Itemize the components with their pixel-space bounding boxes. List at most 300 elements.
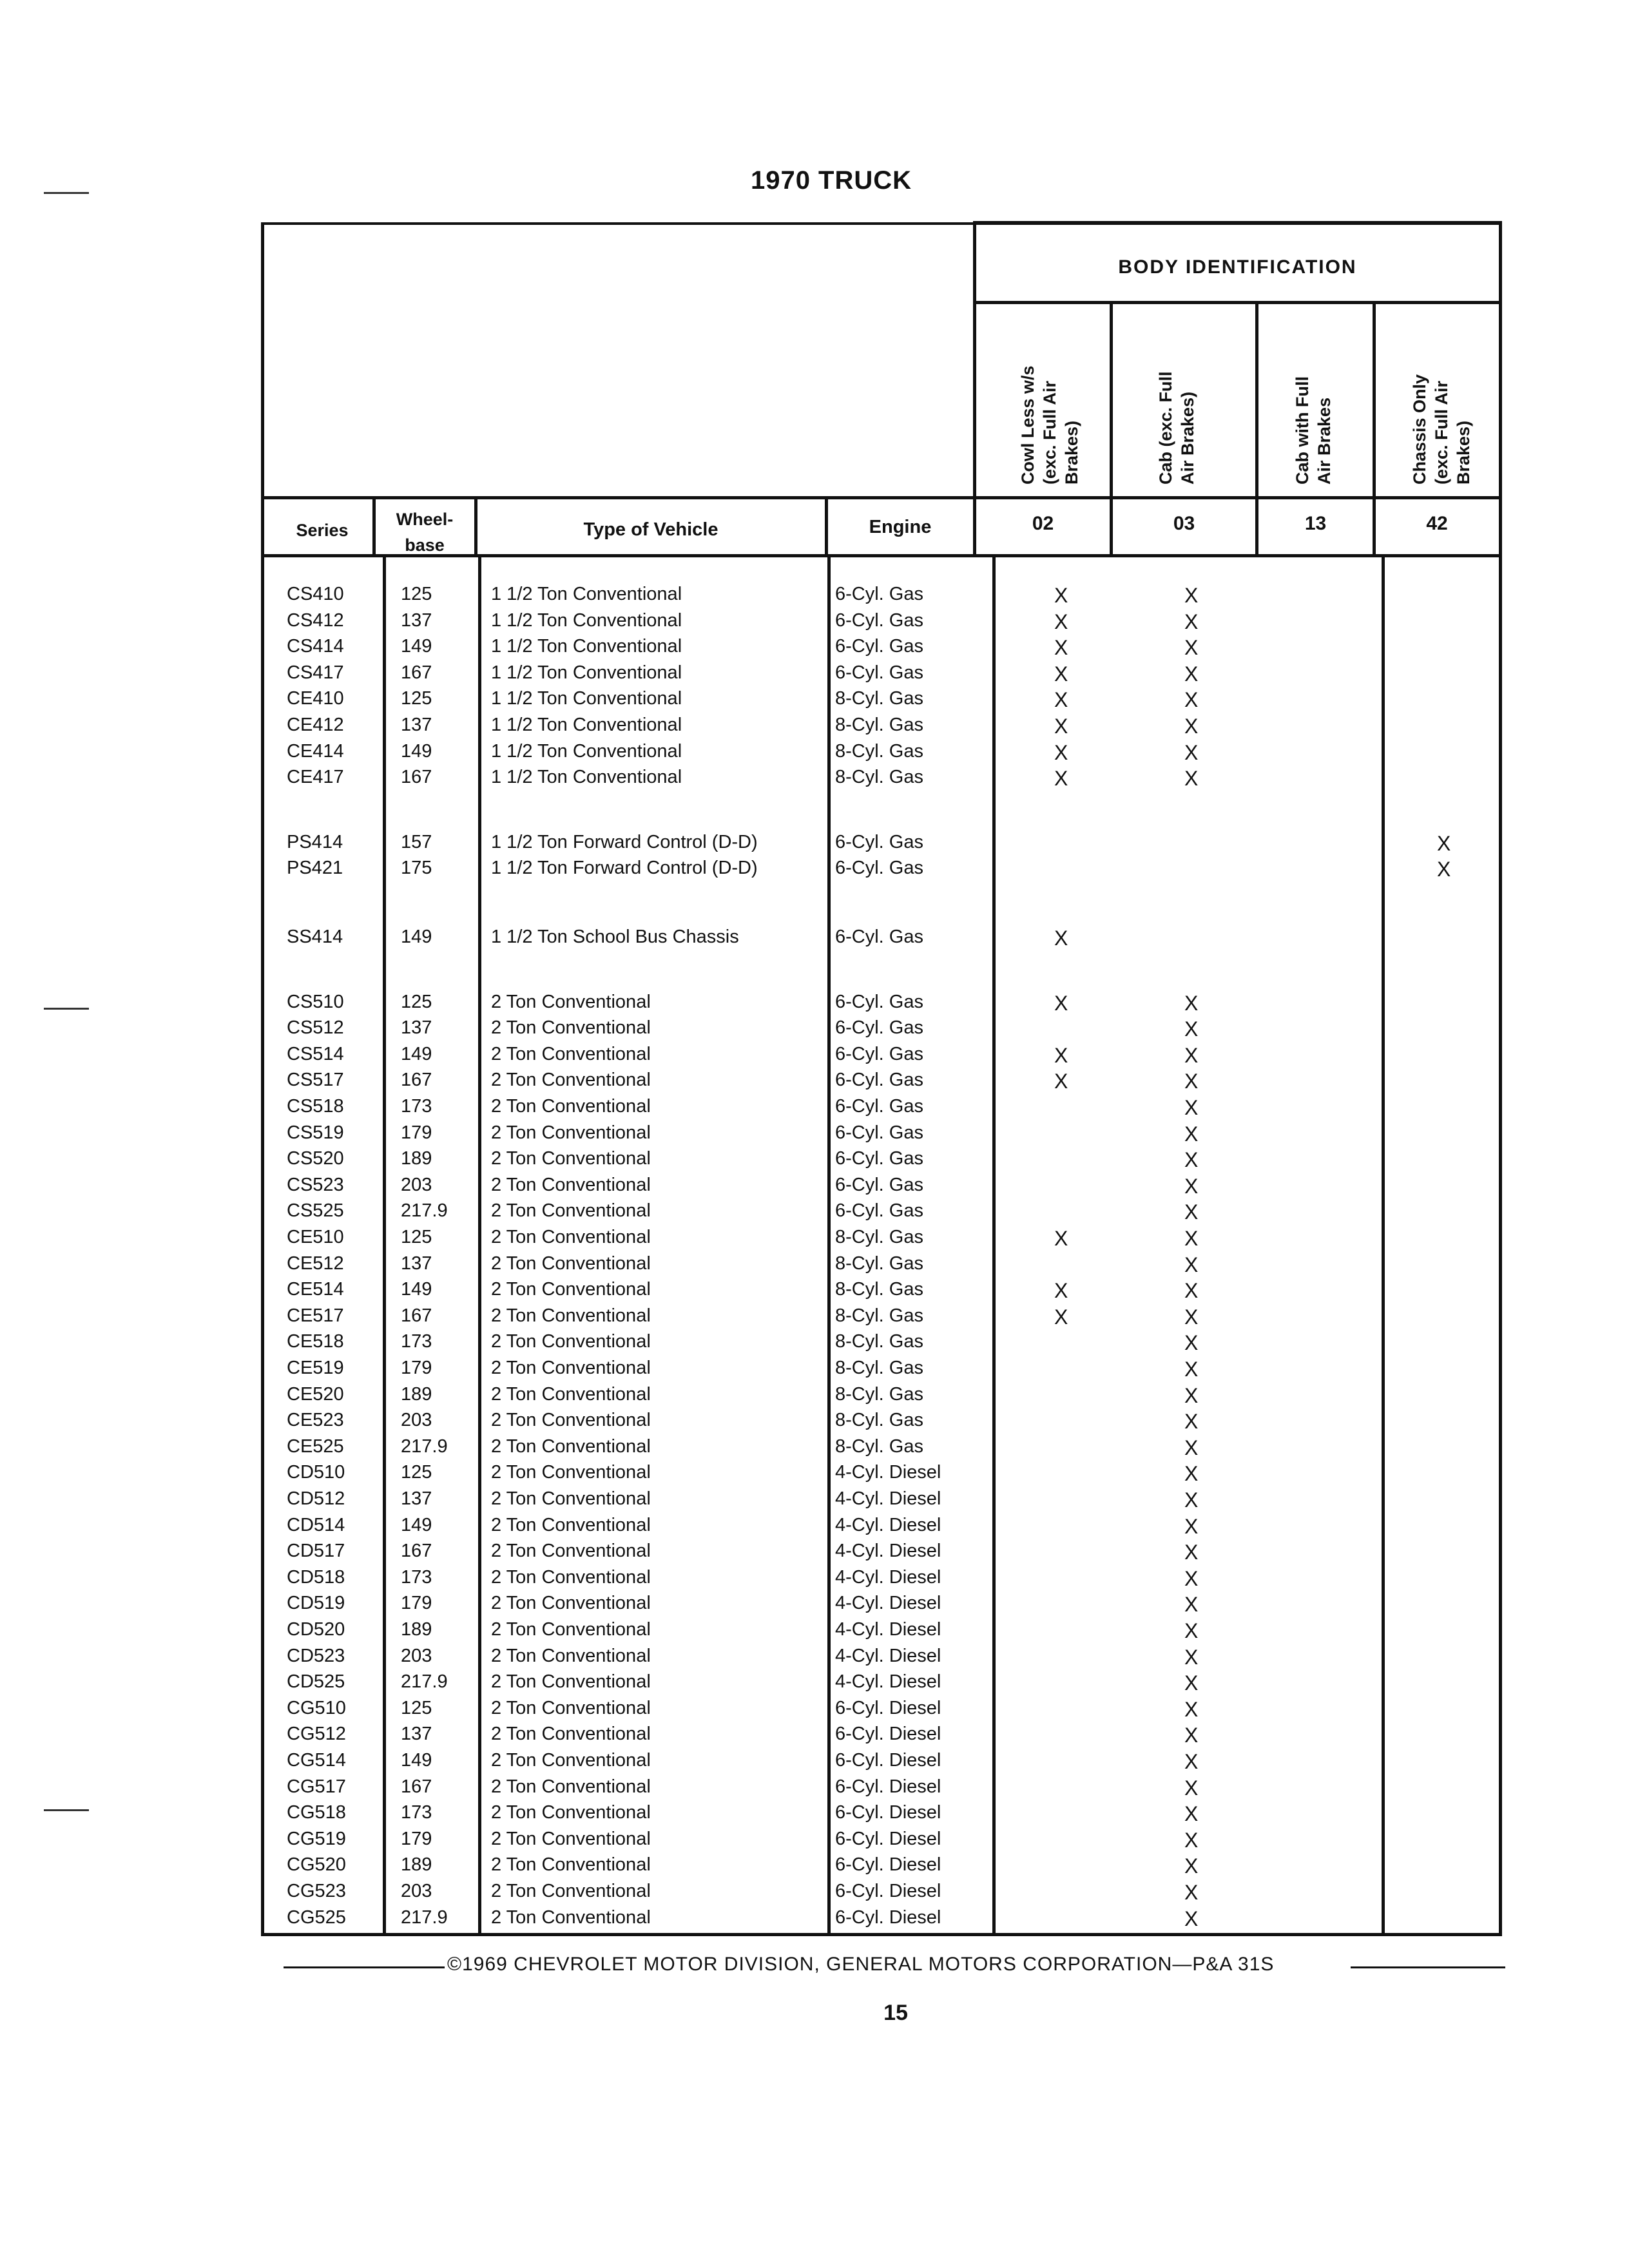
series-cell: CE520 [287,1384,344,1405]
vehicle-type-cell: 2 Ton Conventional [491,1567,651,1588]
body-mark-03: X [1184,1854,1199,1878]
wheelbase-cell: 125 [401,992,432,1012]
wheelbase-cell: 137 [401,715,432,735]
table-row [0,1750,1629,1776]
wheelbase-cell: 203 [401,1646,432,1666]
engine-cell: 6-Cyl. Diesel [835,1907,941,1928]
engine-cell: 8-Cyl. Gas [835,1305,923,1326]
wheelbase-cell: 173 [401,1096,432,1117]
body-mark-02: X [1054,927,1068,950]
body-mark-03: X [1184,1279,1199,1302]
engine-cell: 6-Cyl. Gas [835,1148,923,1169]
vehicle-type-cell: 2 Ton Conventional [491,1436,651,1457]
body-mark-03: X [1184,1070,1199,1093]
vehicle-type-cell: 2 Ton Conventional [491,1881,651,1901]
engine-cell: 6-Cyl. Diesel [835,1854,941,1875]
engine-cell: 6-Cyl. Diesel [835,1698,941,1718]
series-cell: CG520 [287,1854,346,1875]
table-row [0,992,1629,1018]
col-label-03: Cab (exc. Full Air Brakes) [1156,371,1197,485]
engine-cell: 4-Cyl. Diesel [835,1567,941,1588]
series-cell: CD517 [287,1541,345,1561]
body-mark-03: X [1184,688,1199,711]
vehicle-type-cell: 2 Ton Conventional [491,1279,651,1300]
engine-cell: 4-Cyl. Diesel [835,1646,941,1666]
engine-cell: 6-Cyl. Gas [835,1070,923,1090]
table-row [0,1907,1629,1934]
vehicle-type-cell: 2 Ton Conventional [491,1070,651,1090]
engine-cell: 4-Cyl. Diesel [835,1462,941,1483]
series-cell: CE510 [287,1227,344,1247]
page-number: 15 [883,2001,908,2025]
vehicle-type-cell: 2 Ton Conventional [491,1384,651,1405]
series-cell: CG525 [287,1907,346,1928]
wheelbase-cell: 167 [401,767,432,787]
table-row [0,927,1629,953]
body-mark-03: X [1184,1750,1199,1773]
vehicle-type-cell: 1 1/2 Ton School Bus Chassis [491,927,739,947]
vehicle-type-cell: 2 Ton Conventional [491,1122,651,1143]
series-cell: CS412 [287,610,344,631]
vehicle-type-cell: 2 Ton Conventional [491,1253,651,1274]
wheelbase-cell: 125 [401,688,432,709]
body-mark-03: X [1184,1227,1199,1250]
engine-cell: 8-Cyl. Gas [835,741,923,762]
body-mark-03: X [1184,992,1199,1015]
series-cell: CE518 [287,1331,344,1352]
table-row [0,1881,1629,1907]
engine-cell: 6-Cyl. Gas [835,1122,923,1143]
series-cell: CD514 [287,1515,345,1535]
series-cell: CS520 [287,1148,344,1169]
vehicle-type-cell: 2 Ton Conventional [491,1410,651,1430]
series-cell: CE414 [287,741,344,762]
table-row [0,1829,1629,1855]
table-row [0,1619,1629,1646]
wheelbase-cell: 167 [401,1305,432,1326]
series-cell: CE525 [287,1436,344,1457]
vehicle-type-cell: 1 1/2 Ton Conventional [491,584,682,604]
wheelbase-cell: 125 [401,584,432,604]
footer-rule-left [284,1966,445,1968]
body-mark-03: X [1184,1724,1199,1747]
vehicle-type-cell: 2 Ton Conventional [491,1671,651,1692]
wheelbase-cell: 217.9 [401,1200,448,1221]
body-mark-03: X [1184,584,1199,607]
table-row [0,1567,1629,1593]
table-row [0,1305,1629,1332]
wheelbase-cell: 173 [401,1331,432,1352]
header-code-02: 02 [1032,513,1054,534]
series-cell: CD518 [287,1567,345,1588]
vehicle-type-cell: 2 Ton Conventional [491,1096,651,1117]
body-mark-03: X [1184,1515,1199,1538]
series-cell: CS510 [287,992,344,1012]
body-mark-03: X [1184,1044,1199,1067]
series-cell: CE519 [287,1358,344,1378]
series-cell: CS523 [287,1175,344,1195]
table-row [0,1776,1629,1803]
body-mark-03: X [1184,636,1199,659]
table-row [0,741,1629,767]
body-mark-02: X [1054,741,1068,764]
series-cell: CE417 [287,767,344,787]
body-mark-03: X [1184,1122,1199,1146]
body-mark-03: X [1184,715,1199,738]
body-mark-03: X [1184,1567,1199,1590]
header-code-42: 42 [1426,513,1448,534]
engine-cell: 6-Cyl. Diesel [835,1881,941,1901]
vehicle-type-cell: 2 Ton Conventional [491,1358,651,1378]
vehicle-type-cell: 2 Ton Conventional [491,1488,651,1509]
table-row [0,1488,1629,1515]
engine-cell: 8-Cyl. Gas [835,1279,923,1300]
body-identification-title: BODY IDENTIFICATION [1118,256,1357,278]
footer-copyright: ©1969 CHEVROLET MOTOR DIVISION, GENERAL MOTORS CORPORATION—P&A 31S [447,1954,1275,1975]
body-mark-02: X [1054,636,1068,659]
table-row [0,688,1629,715]
engine-cell: 4-Cyl. Diesel [835,1671,941,1692]
vehicle-type-cell: 2 Ton Conventional [491,1305,651,1326]
body-mark-02: X [1054,1044,1068,1067]
wheelbase-cell: 125 [401,1227,432,1247]
body-mark-03: X [1184,1881,1199,1904]
body-mark-03: X [1184,1541,1199,1564]
engine-cell: 6-Cyl. Gas [835,1017,923,1038]
vehicle-type-cell: 1 1/2 Ton Conventional [491,636,682,657]
table-row [0,584,1629,610]
vehicle-type-cell: 1 1/2 Ton Conventional [491,767,682,787]
body-mark-03: X [1184,1907,1199,1930]
wheelbase-cell: 125 [401,1462,432,1483]
engine-cell: 6-Cyl. Diesel [835,1750,941,1771]
series-cell: CG514 [287,1750,346,1771]
body-mark-03: X [1184,662,1199,686]
vehicle-type-cell: 2 Ton Conventional [491,1829,651,1849]
wheelbase-cell: 137 [401,1017,432,1038]
body-mark-03: X [1184,1829,1199,1852]
series-cell: CS410 [287,584,344,604]
wheelbase-cell: 137 [401,1724,432,1744]
vehicle-type-cell: 2 Ton Conventional [491,1175,651,1195]
wheelbase-cell: 203 [401,1881,432,1901]
vehicle-type-cell: 2 Ton Conventional [491,1227,651,1247]
margin-mark [44,192,89,194]
series-cell: CG518 [287,1802,346,1823]
wheelbase-cell: 173 [401,1802,432,1823]
table-row [0,1096,1629,1122]
vehicle-type-cell: 2 Ton Conventional [491,1200,651,1221]
engine-cell: 6-Cyl. Gas [835,610,923,631]
wheelbase-cell: 217.9 [401,1907,448,1928]
wheelbase-cell: 167 [401,1776,432,1797]
wheelbase-cell: 149 [401,636,432,657]
table-row [0,636,1629,662]
body-mark-03: X [1184,1305,1199,1329]
table-row [0,1175,1629,1201]
table-row [0,1253,1629,1280]
vehicle-type-cell: 2 Ton Conventional [491,1331,651,1352]
table-row [0,662,1629,689]
wheelbase-cell: 189 [401,1854,432,1875]
series-cell: CD525 [287,1671,345,1692]
body-mark-03: X [1184,1802,1199,1825]
table-row [0,1384,1629,1410]
body-mark-03: X [1184,1384,1199,1407]
col-label-13: Cab with Full Air Brakes [1293,376,1334,485]
series-cell: CS514 [287,1044,344,1064]
table-row [0,1200,1629,1227]
table-row [0,1358,1629,1384]
margin-mark [44,1008,89,1010]
engine-cell: 6-Cyl. Diesel [835,1829,941,1849]
series-cell: CD510 [287,1462,345,1483]
body-mark-03: X [1184,1619,1199,1642]
body-mark-42: X [1437,832,1451,855]
wheelbase-cell: 137 [401,610,432,631]
engine-cell: 8-Cyl. Gas [835,715,923,735]
series-cell: CS414 [287,636,344,657]
engine-cell: 8-Cyl. Gas [835,1358,923,1378]
wheelbase-cell: 137 [401,1253,432,1274]
body-mark-02: X [1054,1227,1068,1250]
wheelbase-cell: 217.9 [401,1671,448,1692]
body-mark-03: X [1184,1175,1199,1198]
engine-cell: 6-Cyl. Gas [835,1044,923,1064]
table-row [0,715,1629,741]
series-cell: CE512 [287,1253,344,1274]
footer [0,1954,1629,1986]
table-row [0,1044,1629,1070]
vehicle-type-cell: 2 Ton Conventional [491,1462,651,1483]
series-cell: CE514 [287,1279,344,1300]
body-mark-03: X [1184,1436,1199,1459]
table-row [0,1593,1629,1619]
body-mark-03: X [1184,1331,1199,1354]
table-row [0,1436,1629,1463]
table-row [0,767,1629,793]
vehicle-type-cell: 1 1/2 Ton Conventional [491,715,682,735]
body-mark-03: X [1184,1671,1199,1695]
series-cell: CS512 [287,1017,344,1038]
wheelbase-cell: 179 [401,1593,432,1613]
vehicle-type-cell: 2 Ton Conventional [491,1854,651,1875]
engine-cell: 8-Cyl. Gas [835,1436,923,1457]
wheelbase-cell: 179 [401,1358,432,1378]
body-mark-03: X [1184,767,1199,790]
header-code-13: 13 [1304,513,1327,534]
engine-cell: 6-Cyl. Gas [835,662,923,683]
body-mark-02: X [1054,688,1068,711]
vehicle-type-cell: 2 Ton Conventional [491,1802,651,1823]
wheelbase-cell: 149 [401,927,432,947]
table-row [0,1148,1629,1175]
table-row [0,1410,1629,1436]
vehicle-type-cell: 2 Ton Conventional [491,1541,651,1561]
series-cell: CS517 [287,1070,344,1090]
series-cell: CD512 [287,1488,345,1509]
header-code-03: 03 [1173,513,1195,534]
table-row [0,1854,1629,1881]
wheelbase-cell: 137 [401,1488,432,1509]
body-mark-02: X [1054,1305,1068,1329]
wheelbase-cell: 157 [401,832,432,852]
table-row [0,1515,1629,1541]
vehicle-type-cell: 2 Ton Conventional [491,1593,651,1613]
body-mark-03: X [1184,1410,1199,1433]
series-cell: CG517 [287,1776,346,1797]
wheelbase-cell: 189 [401,1384,432,1405]
vehicle-type-cell: 1 1/2 Ton Conventional [491,741,682,762]
table-row [0,1070,1629,1096]
engine-cell: 8-Cyl. Gas [835,1410,923,1430]
header-wheelbase: Wheel- base [396,510,454,555]
wheelbase-cell: 149 [401,741,432,762]
engine-cell: 4-Cyl. Diesel [835,1541,941,1561]
engine-cell: 6-Cyl. Gas [835,1175,923,1195]
wheelbase-cell: 149 [401,1279,432,1300]
table-row [0,1331,1629,1358]
vehicle-type-cell: 2 Ton Conventional [491,1619,651,1640]
series-cell: CD519 [287,1593,345,1613]
vehicle-type-cell: 2 Ton Conventional [491,1044,651,1064]
series-cell: CE517 [287,1305,344,1326]
body-mark-03: X [1184,1148,1199,1171]
header-type: Type of Vehicle [583,519,718,540]
series-cell: CE523 [287,1410,344,1430]
vehicle-type-cell: 1 1/2 Ton Forward Control (D-D) [491,858,758,878]
wheelbase-cell: 167 [401,1541,432,1561]
engine-cell: 6-Cyl. Gas [835,858,923,878]
engine-cell: 6-Cyl. Gas [835,584,923,604]
body-mark-02: X [1054,662,1068,686]
engine-cell: 6-Cyl. Gas [835,1200,923,1221]
vehicle-type-cell: 1 1/2 Ton Conventional [491,688,682,709]
series-cell: CD520 [287,1619,345,1640]
engine-cell: 6-Cyl. Gas [835,832,923,852]
table-row [0,832,1629,858]
body-mark-03: X [1184,1776,1199,1800]
wheelbase-cell: 189 [401,1148,432,1169]
table-row [0,1698,1629,1724]
table-row [0,1279,1629,1305]
body-mark-03: X [1184,1017,1199,1041]
vehicle-type-cell: 2 Ton Conventional [491,1148,651,1169]
engine-cell: 8-Cyl. Gas [835,1384,923,1405]
header-engine: Engine [869,517,932,537]
series-cell: PS421 [287,858,343,878]
body-mark-02: X [1054,767,1068,790]
series-cell: CS417 [287,662,344,683]
body-mark-02: X [1054,992,1068,1015]
body-mark-42: X [1437,858,1451,881]
vehicle-type-cell: 2 Ton Conventional [491,1776,651,1797]
series-cell: CE412 [287,715,344,735]
body-mark-02: X [1054,610,1068,633]
body-mark-03: X [1184,1462,1199,1485]
vehicle-type-cell: 2 Ton Conventional [491,992,651,1012]
engine-cell: 6-Cyl. Gas [835,636,923,657]
engine-cell: 8-Cyl. Gas [835,1331,923,1352]
engine-cell: 6-Cyl. Gas [835,1096,923,1117]
body-mark-02: X [1054,1279,1068,1302]
wheelbase-cell: 179 [401,1829,432,1849]
engine-cell: 6-Cyl. Diesel [835,1724,941,1744]
vehicle-type-cell: 2 Ton Conventional [491,1698,651,1718]
engine-cell: 4-Cyl. Diesel [835,1488,941,1509]
engine-cell: 4-Cyl. Diesel [835,1619,941,1640]
body-mark-03: X [1184,1200,1199,1224]
vehicle-type-cell: 2 Ton Conventional [491,1750,651,1771]
table-row [0,1227,1629,1253]
wheelbase-cell: 149 [401,1044,432,1064]
wheelbase-cell: 125 [401,1698,432,1718]
engine-cell: 6-Cyl. Gas [835,927,923,947]
body-mark-03: X [1184,610,1199,633]
body-mark-03: X [1184,1253,1199,1276]
body-id-top-rule [973,221,1502,224]
engine-cell: 4-Cyl. Diesel [835,1515,941,1535]
wheelbase-cell: 189 [401,1619,432,1640]
series-cell: CG512 [287,1724,346,1744]
col-label-42: Chassis Only (exc. Full Air Brakes) [1410,374,1473,485]
series-cell: CE410 [287,688,344,709]
table-row [0,1017,1629,1044]
series-cell: CG510 [287,1698,346,1718]
body-mark-02: X [1054,715,1068,738]
body-mark-03: X [1184,1096,1199,1119]
series-cell: CS518 [287,1096,344,1117]
body-mark-03: X [1184,1593,1199,1616]
series-cell: CS519 [287,1122,344,1143]
series-cell: CS525 [287,1200,344,1221]
wheelbase-cell: 179 [401,1122,432,1143]
wheelbase-cell: 167 [401,662,432,683]
table-row [0,1802,1629,1829]
series-cell: CD523 [287,1646,345,1666]
vehicle-type-cell: 2 Ton Conventional [491,1515,651,1535]
table-row [0,1462,1629,1488]
header-series: Series [296,521,349,540]
wheelbase-cell: 217.9 [401,1436,448,1457]
engine-cell: 8-Cyl. Gas [835,688,923,709]
series-cell: PS414 [287,832,343,852]
wheelbase-cell: 203 [401,1175,432,1195]
engine-cell: 6-Cyl. Diesel [835,1802,941,1823]
vehicle-type-cell: 1 1/2 Ton Conventional [491,662,682,683]
vehicle-type-cell: 2 Ton Conventional [491,1017,651,1038]
table-row [0,1724,1629,1750]
table-row [0,1646,1629,1672]
body-mark-03: X [1184,1698,1199,1721]
wheelbase-cell: 173 [401,1567,432,1588]
margin-mark [44,1809,89,1811]
table-row [0,1541,1629,1567]
wheelbase-cell: 149 [401,1750,432,1771]
vehicle-type-cell: 2 Ton Conventional [491,1646,651,1666]
series-cell: SS414 [287,927,343,947]
table-row [0,1671,1629,1698]
vehicle-type-cell: 2 Ton Conventional [491,1907,651,1928]
vehicle-type-cell: 2 Ton Conventional [491,1724,651,1744]
wheelbase-cell: 149 [401,1515,432,1535]
body-mark-03: X [1184,1488,1199,1512]
wheelbase-cell: 175 [401,858,432,878]
series-cell: CG519 [287,1829,346,1849]
body-mark-03: X [1184,741,1199,764]
vehicle-type-cell: 1 1/2 Ton Forward Control (D-D) [491,832,758,852]
engine-cell: 6-Cyl. Gas [835,992,923,1012]
